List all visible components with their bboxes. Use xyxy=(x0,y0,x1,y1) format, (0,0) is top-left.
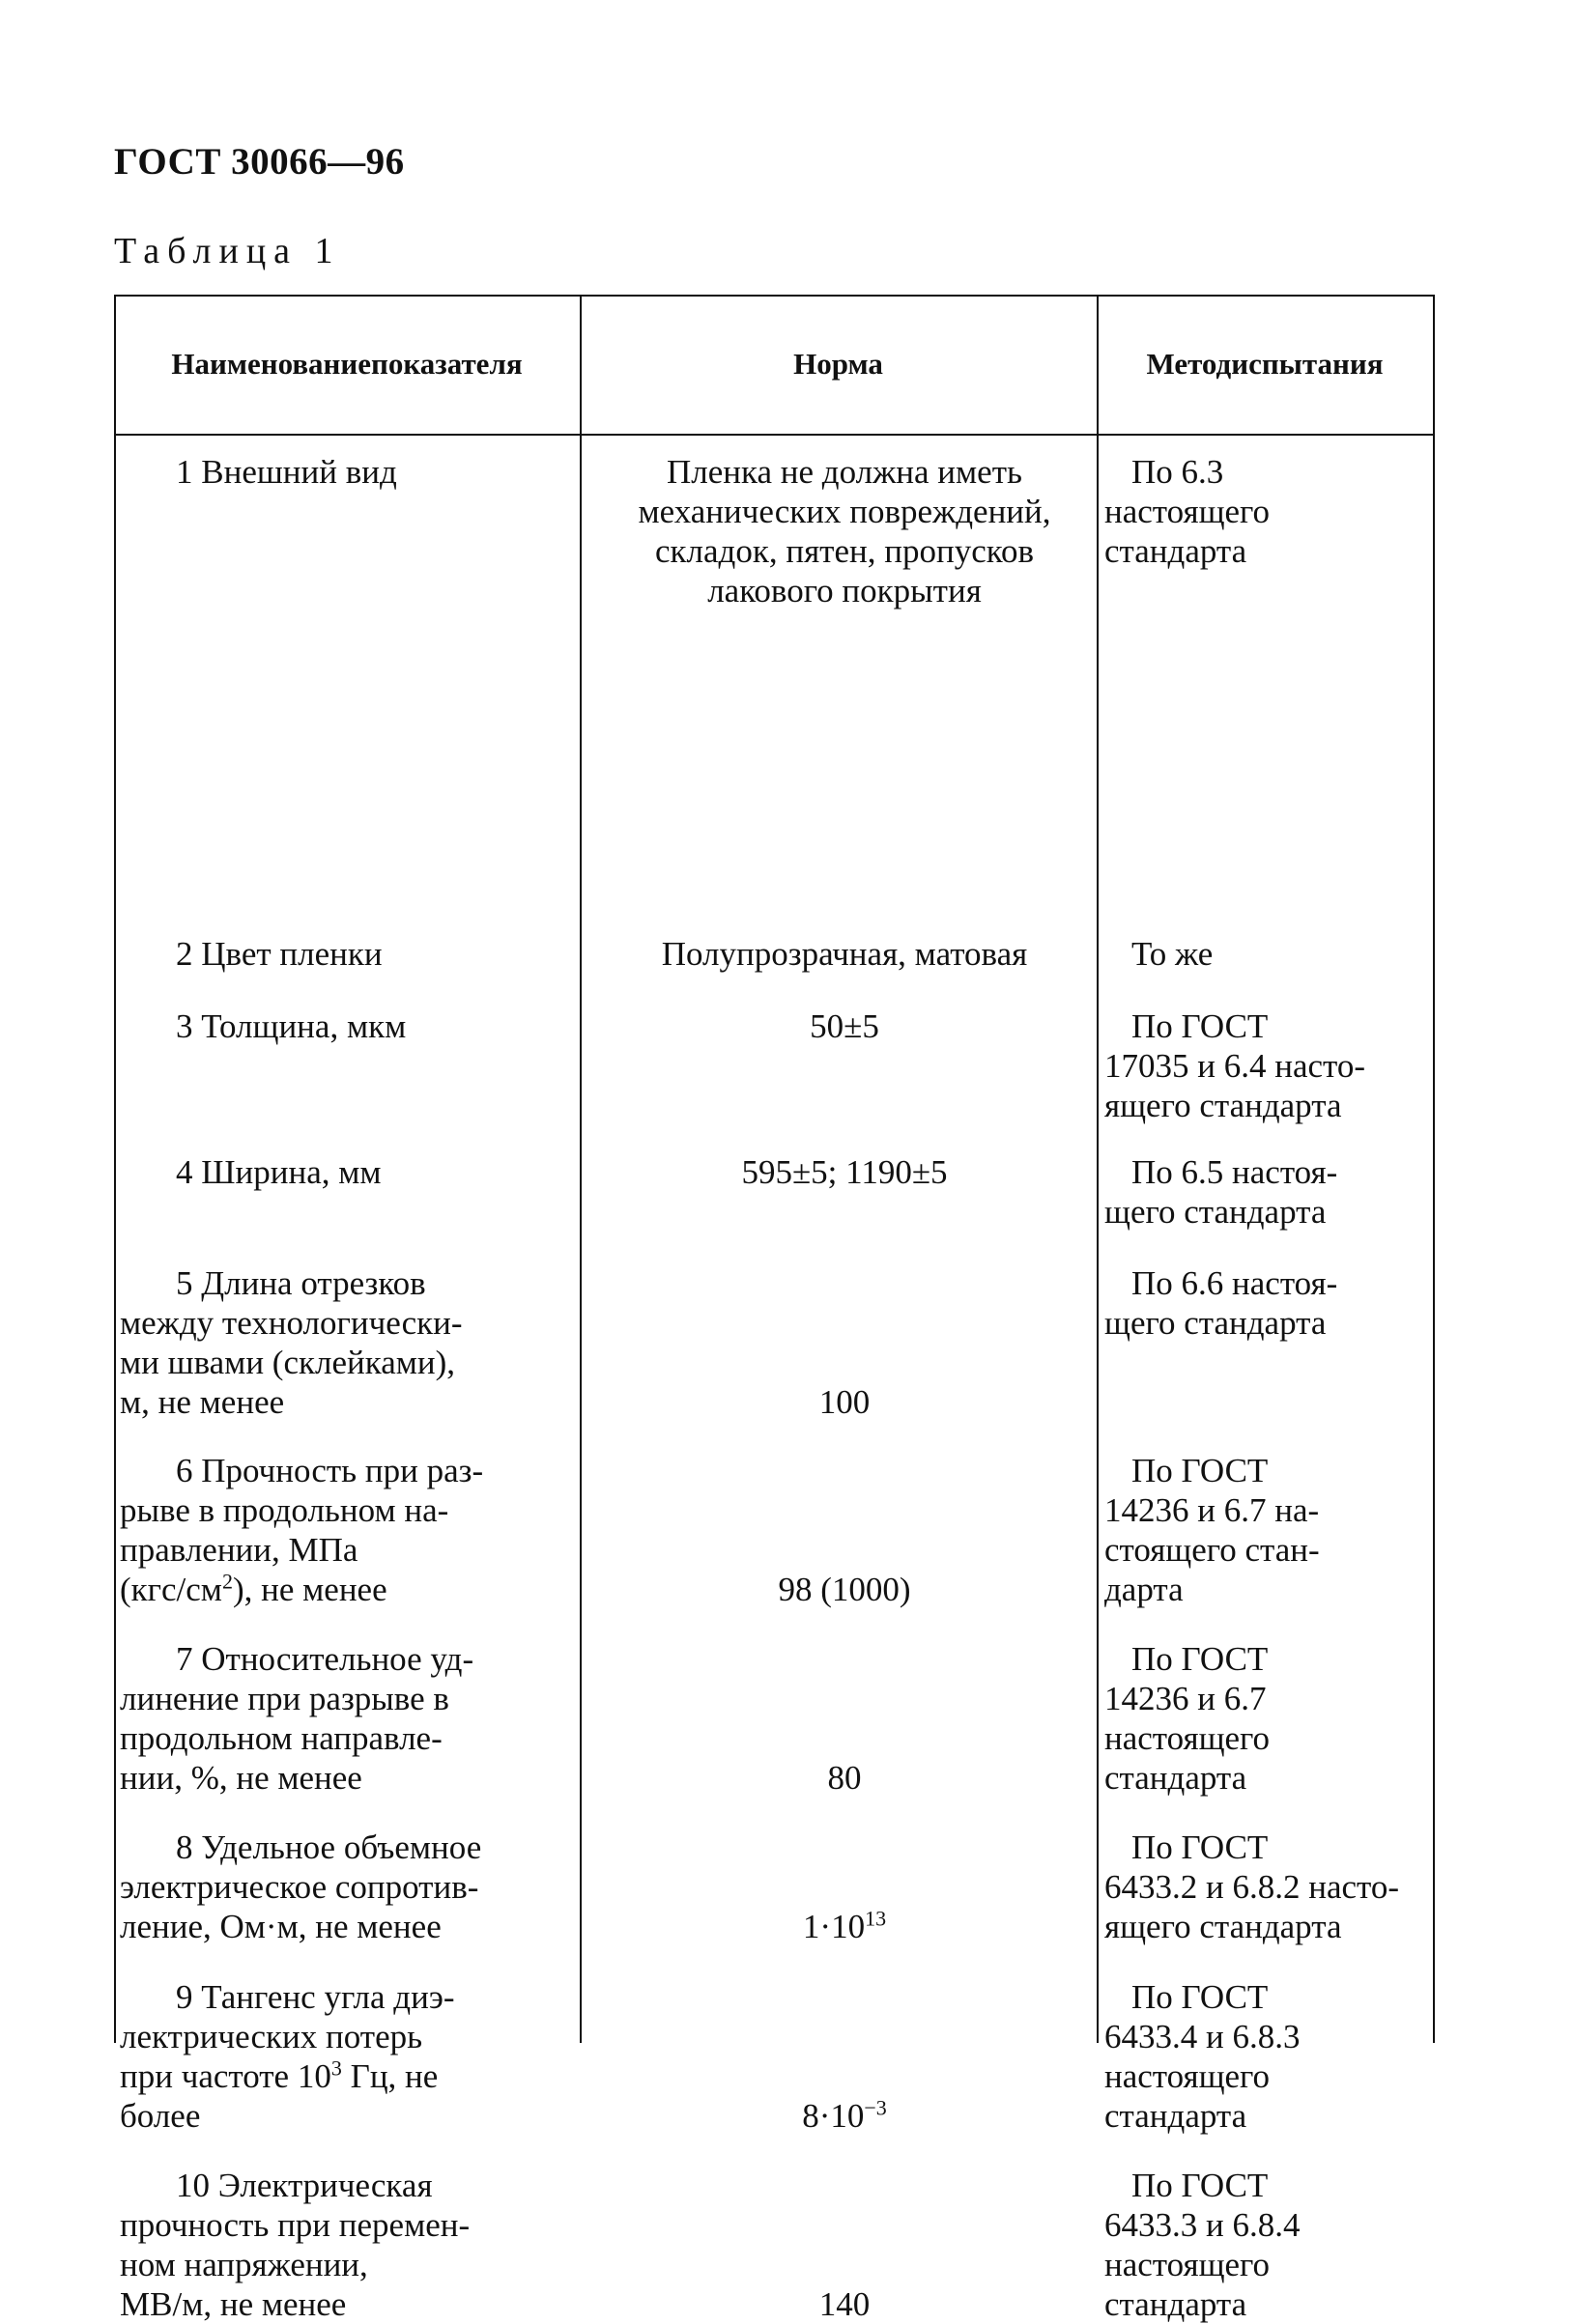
norm-cell xyxy=(593,2284,1096,2324)
test-method-line: стандарта xyxy=(1104,2097,1247,2135)
test-method-cell xyxy=(1104,452,1433,571)
norm-value-line: складок, пятен, пропусков xyxy=(655,532,1034,570)
indicator-name-line: продольном направле- xyxy=(120,1719,443,1757)
indicator-name-line: $(кгс/см^2)$, не менее xyxy=(120,1569,387,1608)
indicator-name-cell xyxy=(120,2166,574,2324)
indicator-name-line: 7 Относительное уд- xyxy=(176,1640,474,1678)
indicator-name-cell xyxy=(120,934,574,974)
indicator-name-line: 4 Ширина, мм xyxy=(176,1153,382,1191)
norm-cell xyxy=(593,452,1096,610)
test-method-line: стоящего стан- xyxy=(1104,1531,1320,1569)
indicator-name-cell xyxy=(120,1977,574,2136)
norm-value-line: 100 xyxy=(818,1383,871,1421)
indicator-name-line: ми швами (склейками), xyxy=(120,1344,456,1381)
test-method-cell xyxy=(1104,1828,1433,1946)
test-method-line: По ГОСТ xyxy=(1131,1007,1269,1045)
norm-value-line: лакового покрытия xyxy=(707,572,982,609)
indicator-name-line: МВ/м, не менее xyxy=(120,2285,347,2323)
test-method-cell xyxy=(1104,1152,1433,1232)
norm-value-line: $8\cdot 10^{-3}$ xyxy=(802,2095,887,2135)
indicator-name-cell xyxy=(120,1152,574,1192)
norm-cell xyxy=(593,934,1096,974)
test-method-cell xyxy=(1104,1006,1433,1125)
test-method-line: настоящего xyxy=(1104,2246,1271,2283)
indicator-name-line: между технологически- xyxy=(120,1304,463,1342)
indicator-name-line: 8 Удельное объемное xyxy=(176,1828,482,1866)
indicator-name-line: нии, %, не менее xyxy=(120,1759,362,1797)
indicator-name-line: более xyxy=(120,2097,201,2135)
table-caption: Таблица 1 xyxy=(114,231,341,271)
indicator-name-line: 10 Электрическая xyxy=(176,2167,433,2204)
test-method-line: настоящего xyxy=(1104,1719,1271,1757)
column-header-method-line: Метод xyxy=(1146,347,1232,381)
document-code: ГОСТ 30066—96 xyxy=(114,141,405,183)
test-method-line: 14236 и 6.7 xyxy=(1104,1680,1267,1717)
indicator-name-line: электрическое сопротив- xyxy=(120,1868,479,1906)
norm-value-line: Пленка не должна иметь xyxy=(667,453,1022,491)
indicator-name-line: 2 Цвет пленки xyxy=(176,935,383,973)
test-method-cell xyxy=(1104,1263,1433,1343)
test-method-line: По ГОСТ xyxy=(1131,1978,1269,2016)
norm-value-line: 140 xyxy=(818,2285,871,2323)
test-method-line: По ГОСТ xyxy=(1131,1640,1269,1678)
test-method-line: По 6.5 настоя- xyxy=(1131,1153,1338,1191)
column-header-norm-label: Норма xyxy=(793,347,883,381)
test-method-line: 6433.3 и 6.8.4 xyxy=(1104,2206,1301,2244)
indicator-name-line: 5 Длина отрезков xyxy=(176,1264,426,1302)
test-method-cell xyxy=(1104,2166,1433,2324)
test-method-line: настоящего xyxy=(1104,2057,1271,2095)
norm-value-line: 595±5; 1190±5 xyxy=(741,1153,948,1191)
indicator-name-cell xyxy=(120,1451,574,1609)
test-method-cell xyxy=(1104,934,1433,974)
test-method-line: По ГОСТ xyxy=(1131,1828,1269,1866)
indicator-name-line: лектрических потерь xyxy=(120,2018,423,2055)
indicator-name-line: м, не менее xyxy=(120,1383,285,1421)
test-method-line: То же xyxy=(1131,935,1214,973)
norm-cell xyxy=(593,1006,1096,1046)
norm-cell xyxy=(593,1382,1096,1422)
column-header-method xyxy=(1097,295,1433,434)
norm-value-line: механических повреждений, xyxy=(638,493,1051,530)
test-method-line: По ГОСТ xyxy=(1131,2167,1269,2204)
test-method-cell xyxy=(1104,1977,1433,2136)
test-method-line: 17035 и 6.4 насто- xyxy=(1104,1047,1366,1085)
indicator-name-cell xyxy=(120,1828,574,1946)
test-method-line: настоящего xyxy=(1104,493,1271,530)
column-divider-1 xyxy=(580,295,582,2043)
test-method-line: стандарта xyxy=(1104,532,1247,570)
indicator-name-cell xyxy=(120,452,574,492)
indicator-name-line: 6 Прочность при раз- xyxy=(176,1452,484,1489)
test-method-line: стандарта xyxy=(1104,1759,1247,1797)
norm-value-line: 50±5 xyxy=(810,1007,879,1045)
table-right-border xyxy=(1433,295,1435,2043)
header-bottom-border xyxy=(114,434,1435,436)
test-method-line: стандарта xyxy=(1104,2285,1247,2323)
norm-value-line: 98 (1000) xyxy=(778,1571,911,1608)
test-method-line: По ГОСТ xyxy=(1131,1452,1269,1489)
norm-cell xyxy=(593,1570,1096,1609)
indicator-name-line: прочность при перемен- xyxy=(120,2206,471,2244)
test-method-line: 14236 и 6.7 на- xyxy=(1104,1491,1320,1529)
column-divider-2 xyxy=(1097,295,1099,2043)
indicator-name-line: ном напряжении, xyxy=(120,2246,368,2283)
test-method-cell xyxy=(1104,1639,1433,1798)
column-header-name-line: показателя xyxy=(371,347,523,381)
test-method-line: По 6.3 xyxy=(1131,453,1224,491)
test-method-line: 6433.2 и 6.8.2 насто- xyxy=(1104,1868,1400,1906)
column-header-name xyxy=(114,295,580,434)
norm-value-line: $1\cdot 10^{13}$ xyxy=(802,1906,887,1945)
test-method-line: дарта xyxy=(1104,1571,1184,1608)
column-header-method-line: испытания xyxy=(1231,347,1384,381)
indicator-name-line: при частоте $10^3$ Гц, не xyxy=(120,2055,439,2095)
test-method-line: щего стандарта xyxy=(1104,1304,1327,1342)
indicator-name-line: 3 Толщина, мкм xyxy=(176,1007,407,1045)
indicator-name-line: линение при разрыве в xyxy=(120,1680,449,1717)
indicator-name-line: 1 Внешний вид xyxy=(176,453,397,491)
indicator-name-cell xyxy=(120,1639,574,1798)
test-method-cell xyxy=(1104,1451,1433,1609)
test-method-line: 6433.4 и 6.8.3 xyxy=(1104,2018,1301,2055)
norm-cell xyxy=(593,2096,1096,2136)
indicator-name-line: 9 Тангенс угла диэ- xyxy=(176,1978,455,2016)
norm-cell xyxy=(593,1758,1096,1798)
norm-value-line: Полупрозрачная, матовая xyxy=(661,935,1028,973)
indicator-name-cell xyxy=(120,1006,574,1046)
norm-value-line: 80 xyxy=(827,1759,862,1797)
norm-cell xyxy=(593,1152,1096,1192)
norm-cell xyxy=(593,1907,1096,1946)
table-left-border xyxy=(114,295,116,2043)
column-header-name-line: Наименование xyxy=(171,347,372,381)
indicator-name-cell xyxy=(120,1263,574,1422)
test-method-line: ящего стандарта xyxy=(1104,1908,1342,1945)
test-method-line: щего стандарта xyxy=(1104,1193,1327,1231)
column-header-norm xyxy=(580,295,1097,434)
indicator-name-line: рыве в продольном на- xyxy=(120,1491,449,1529)
test-method-line: По 6.6 настоя- xyxy=(1131,1264,1338,1302)
test-method-line: ящего стандарта xyxy=(1104,1087,1342,1124)
indicator-name-line: правлении, МПа xyxy=(120,1531,358,1569)
indicator-name-line: ление, Ом·м, не менее xyxy=(120,1908,442,1945)
